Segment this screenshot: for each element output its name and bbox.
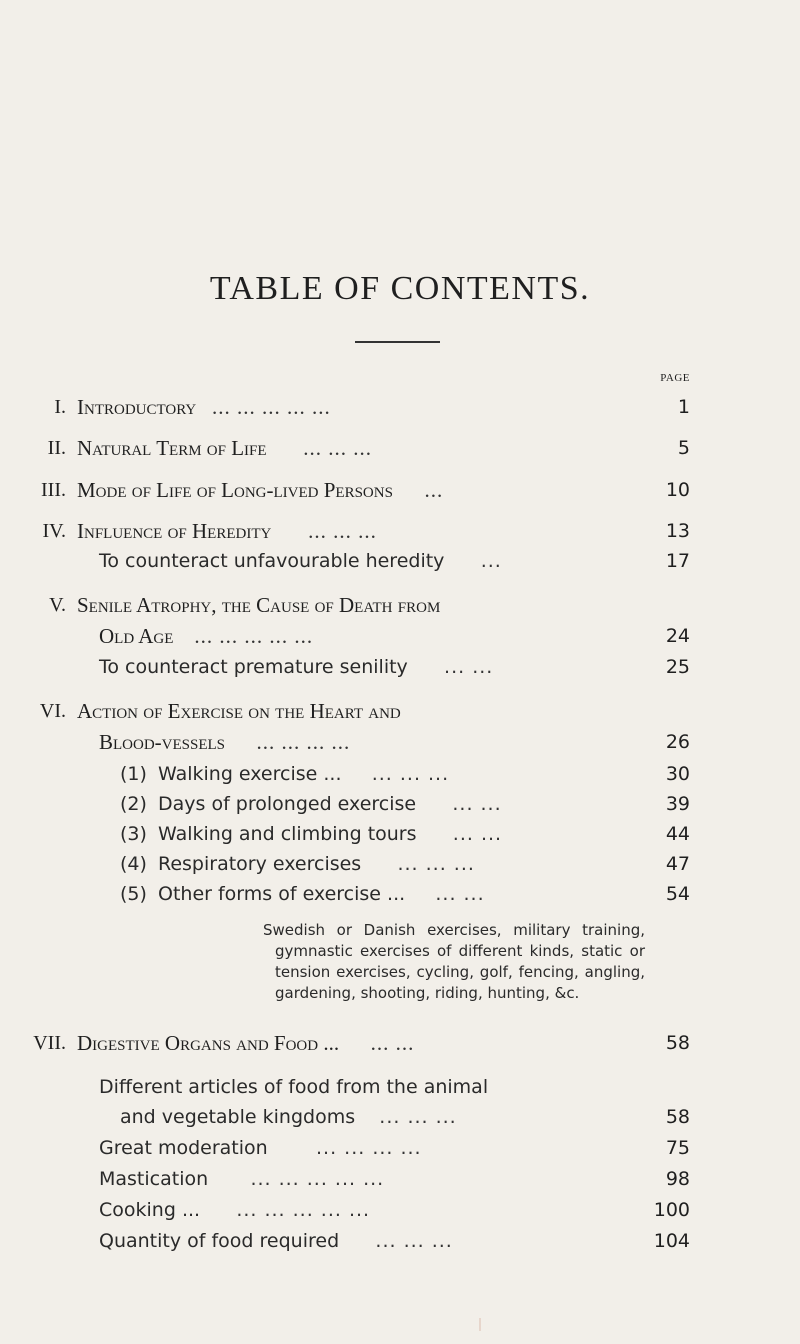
chapter-6-sub-3-page: 44 xyxy=(665,823,690,845)
chapter-6-sub-2-page: 39 xyxy=(665,793,690,815)
chapter-6-note: Swedish or Danish exercises, military training, gymnastic exercises of different kinds, static or tension exercises, cycling, golf, fencing, angling, gardening, shooting, riding, hunting, &c. xyxy=(263,921,645,1002)
chapter-6-title-line-2: Blood-vessels ... ... ... ... xyxy=(99,730,351,754)
chapter-7-sub-1-line-2: and vegetable kingdoms ... ... ... xyxy=(120,1106,457,1128)
chapter-1-numeral: I. xyxy=(54,396,66,418)
chapter-7-sub-1-page: 58 xyxy=(665,1106,690,1128)
chapter-5-numeral: V. xyxy=(49,594,66,616)
chapter-5-title-line-2: Old Age ... ... ... ... ... xyxy=(99,624,314,648)
page-title: TABLE OF CONTENTS. xyxy=(209,270,591,307)
chapter-6-page: 26 xyxy=(665,731,690,753)
chapter-6-sub-5: (5) Other forms of exercise ... ... ... xyxy=(120,883,485,905)
chapter-5-page: 24 xyxy=(665,625,690,647)
page-column-label: PAGE xyxy=(660,372,690,384)
chapter-1-title: Introductory ... ... ... ... ... xyxy=(77,395,331,419)
chapter-7-page: 58 xyxy=(665,1032,690,1054)
chapter-2-numeral: II. xyxy=(47,437,66,459)
chapter-7-numeral: VII. xyxy=(33,1032,66,1054)
chapter-6-sub-2: (2) Days of prolonged exercise ... ... xyxy=(120,793,502,815)
chapter-7-sub-5: Quantity of food required ... ... ... xyxy=(99,1230,453,1252)
chapter-3-numeral: III. xyxy=(41,479,66,501)
chapter-6-numeral: VI. xyxy=(39,700,66,722)
chapter-7-sub-3: Mastication ... ... ... ... ... xyxy=(99,1168,385,1190)
chapter-7-sub-2: Great moderation ... ... ... ... xyxy=(99,1137,422,1159)
chapter-5-title-line-1: Senile Atrophy, the Cause of Death from xyxy=(77,593,441,617)
chapter-1-page: 1 xyxy=(677,396,690,418)
chapter-4-sub-1: To counteract unfavourable heredity ... xyxy=(99,550,502,572)
chapter-7-sub-4: Cooking ... ... ... ... ... ... xyxy=(99,1199,371,1221)
chapter-6-sub-1: (1) Walking exercise ... ... ... ... xyxy=(120,763,450,785)
chapter-4-title: Influence of Heredity ... ... ... xyxy=(77,519,377,543)
chapter-7-sub-3-page: 98 xyxy=(665,1168,690,1190)
chapter-7-sub-5-page: 104 xyxy=(653,1230,690,1252)
chapter-6-sub-1-page: 30 xyxy=(665,763,690,785)
chapter-4-numeral: IV. xyxy=(42,520,66,542)
paper-speck xyxy=(479,1318,481,1331)
chapter-6-sub-5-page: 54 xyxy=(665,883,690,905)
chapter-7-sub-1-line-1: Different articles of food from the animal xyxy=(99,1076,489,1098)
chapter-2-title: Natural Term of Life ... ... ... xyxy=(77,436,373,460)
chapter-7-sub-2-page: 75 xyxy=(665,1137,690,1159)
chapter-7-title: Digestive Organs and Food ... ... ... xyxy=(77,1031,415,1055)
chapter-4-sub-1-page: 17 xyxy=(665,550,690,572)
chapter-6-sub-4: (4) Respiratory exercises ... ... ... xyxy=(120,853,475,875)
chapter-5-sub-1-page: 25 xyxy=(665,656,690,678)
chapter-6-sub-4-page: 47 xyxy=(665,853,690,875)
chapter-7-sub-4-page: 100 xyxy=(653,1199,690,1221)
title-rule xyxy=(355,341,440,343)
chapter-3-page: 10 xyxy=(665,479,690,501)
chapter-6-sub-3: (3) Walking and climbing tours ... ... xyxy=(120,823,503,845)
chapter-2-page: 5 xyxy=(677,437,690,459)
chapter-4-page: 13 xyxy=(665,520,690,542)
chapter-6-title-line-1: Action of Exercise on the Heart and xyxy=(77,699,401,723)
chapter-5-sub-1: To counteract premature senility ... ... xyxy=(99,656,494,678)
chapter-3-title: Mode of Life of Long-lived Persons ... xyxy=(77,478,444,502)
